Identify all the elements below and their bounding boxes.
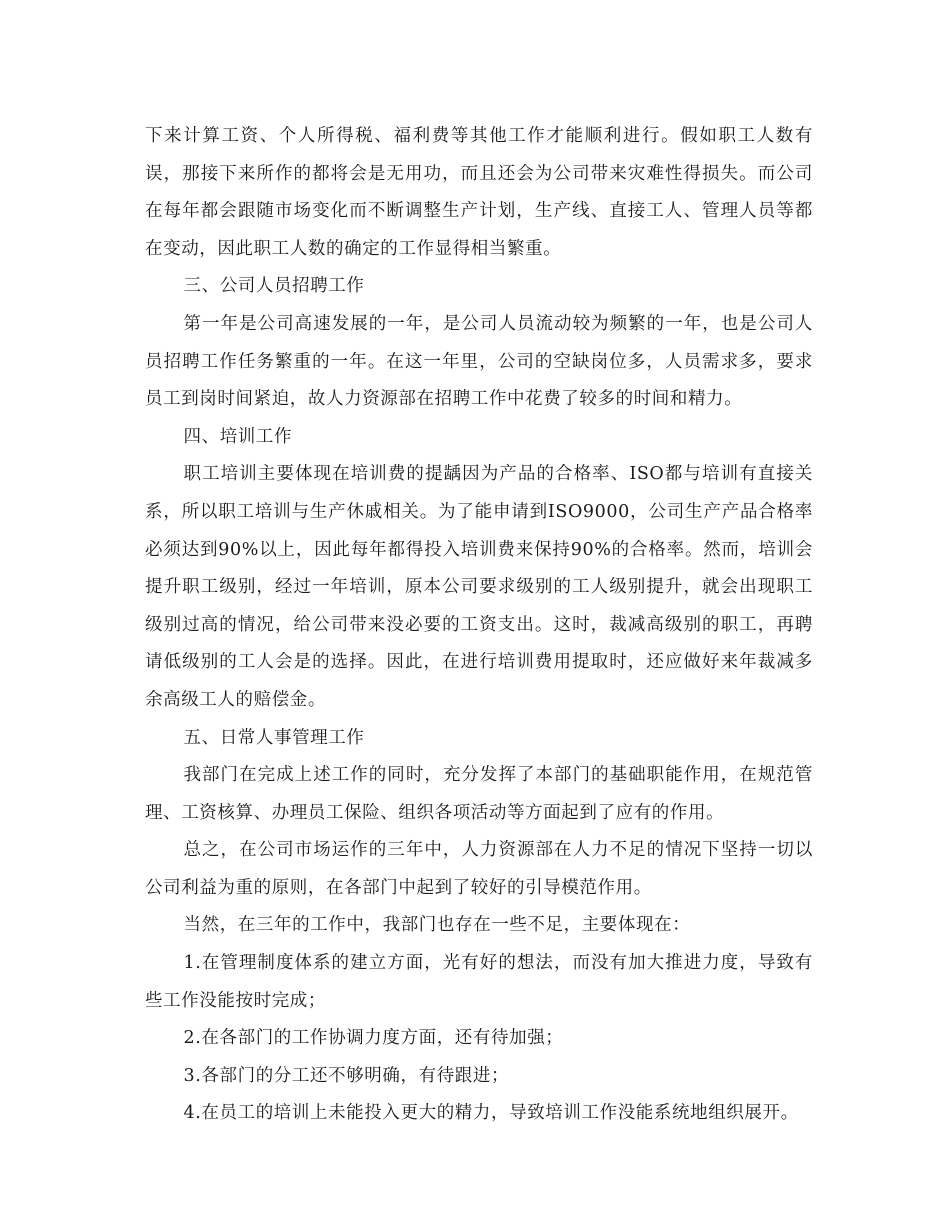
paragraph-daily-hr: 我部门在完成上述工作的同时，充分发挥了本部门的基础职能作用，在规范管理、工资核算、办理员工保险、组织各项活动等方面起到了应有的作用。 — [145, 765, 813, 823]
list-item-shortcoming-2: 2.在各部门的工作协调力度方面，还有待加强； — [183, 1028, 564, 1049]
paragraph-salary-continuation: 下来计算工资、个人所得税、福利费等其他工作才能顺利进行。假如职工人数有误，那接下来所作的都将会是无用功，而且还会为公司带来灾难性得损失。而公司在每年都会跟随市场变化而不断调整生产计划，生产线、直接工人、管理人员等都在变动，因此职工人数的确定的工作显得相当繁重。 — [145, 126, 813, 259]
list-item-shortcoming-1: 1.在管理制度体系的建立方面，光有好的想法，而没有加大推进力度，导致有些工作没能按时完成； — [145, 953, 813, 1011]
document-body — [145, 118, 813, 1133]
section-heading-training: 四、培训工作 — [183, 426, 293, 447]
paragraph-training: 职工培训主要体现在培训费的提龋因为产品的合格率、ISO都与培训有直接关系，所以职工培训与生产休戚相关。为了能申请到ISO9000，公司生产产品合格率必须达到90%以上，因此每年都得投入培训费来保持90%的合格率。然而，培训会提升职工级别，经过一年培训，原本公司要求级别的工人级别提升，就会出现职工级别过高的情况，给公司带来没必要的工资支出。这时，裁减高级别的职工，再聘请低级别的工人会是的选择。因此，在进行培训费用提取时，还应做好来年裁减多余高级工人的赔偿金。 — [145, 464, 813, 710]
section-heading-daily-hr: 五、日常人事管理工作 — [183, 727, 365, 748]
list-item-shortcoming-4: 4.在员工的培训上未能投入更大的精力，导致培训工作没能系统地组织展开。 — [183, 1103, 799, 1124]
list-item-shortcoming-3: 3.各部门的分工还不够明确，有待跟进； — [183, 1065, 510, 1086]
paragraph-summary: 总之，在公司市场运作的三年中，人力资源部在人力不足的情况下坚持一切以公司利益为重的原则，在各部门中起到了较好的引导模范作用。 — [145, 840, 813, 898]
section-heading-recruitment: 三、公司人员招聘工作 — [183, 276, 365, 297]
paragraph-shortcomings-intro: 当然，在三年的工作中，我部门也存在一些不足，主要体现在： — [183, 915, 691, 936]
paragraph-recruitment: 第一年是公司高速发展的一年，是公司人员流动较为频繁的一年，也是公司人员招聘工作任务繁重的一年。在这一年里，公司的空缺岗位多，人员需求多，要求员工到岗时间紧迫，故人力资源部在招聘工作中花费了较多的时间和精力。 — [145, 313, 813, 410]
